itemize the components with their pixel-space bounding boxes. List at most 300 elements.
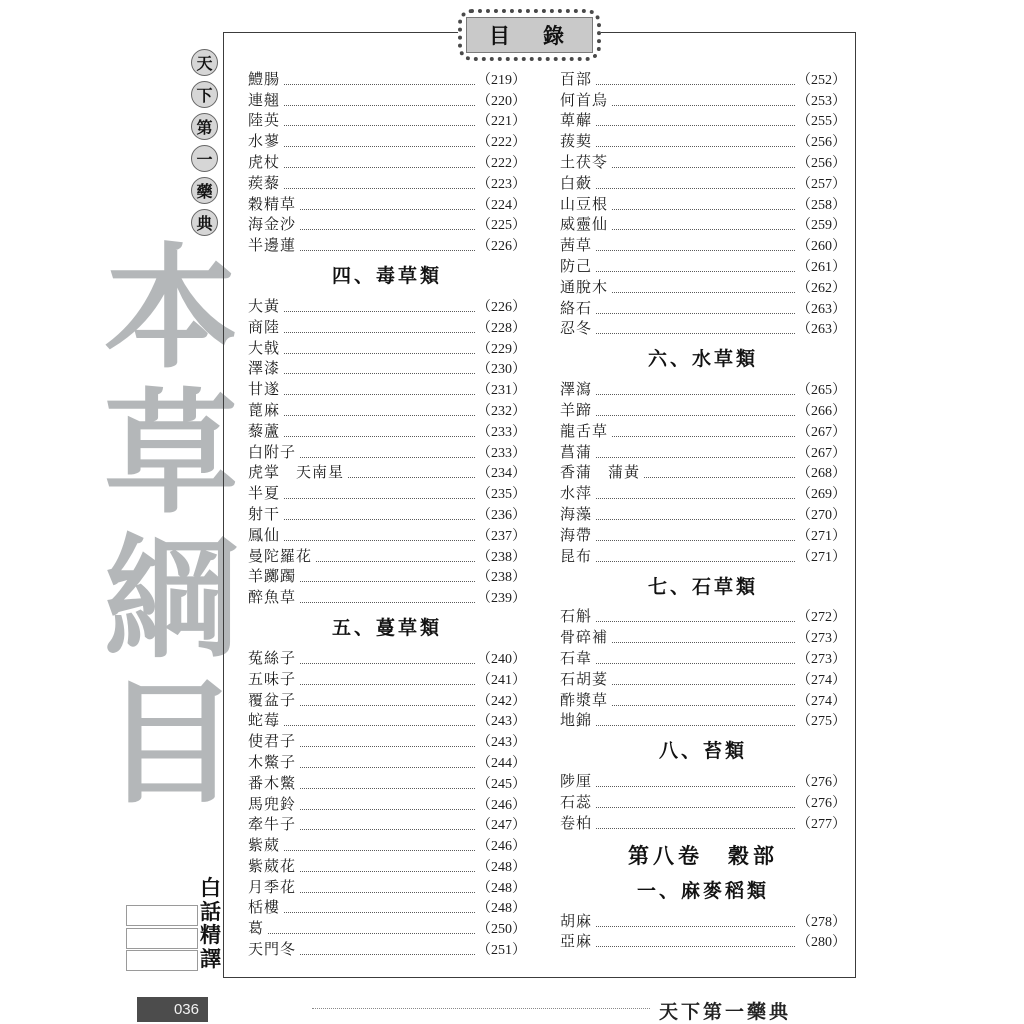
edition-title-char: 精 xyxy=(200,923,221,947)
toc-entry-name: 月季花 xyxy=(248,879,297,896)
toc-entry xyxy=(560,172,846,193)
toc-entry-name: 澤漆 xyxy=(248,361,281,378)
toc-dot-leader xyxy=(284,912,475,913)
paper-strip xyxy=(126,905,198,926)
toc-entry-page: （243） xyxy=(477,714,526,730)
toc-entry-name: 鳳仙 xyxy=(248,527,281,544)
page-number: 036 xyxy=(173,1001,199,1018)
toc-entry-page: （273） xyxy=(797,651,846,667)
toc-entry xyxy=(560,234,846,255)
toc-entry xyxy=(248,855,526,876)
toc-entry-name: 山豆根 xyxy=(560,196,609,213)
page-number-box xyxy=(137,997,208,1022)
toc-entry-name: 醉魚草 xyxy=(248,590,297,607)
toc-entry-name: 茜草 xyxy=(560,238,593,255)
toc-entry xyxy=(560,462,846,483)
toc-dot-leader xyxy=(300,581,475,582)
toc-dot-leader xyxy=(596,621,795,622)
toc-entry-page: （219） xyxy=(477,72,526,88)
toc-entry-name: 天門冬 xyxy=(248,942,297,959)
series-medallion-char: 第 xyxy=(191,113,218,140)
toc-dot-leader xyxy=(596,498,795,499)
toc-dot-leader xyxy=(284,373,475,374)
toc-entry-page: （260） xyxy=(797,239,846,255)
toc-dot-leader xyxy=(612,229,795,230)
toc-entry xyxy=(248,214,526,235)
toc-entry xyxy=(560,378,846,399)
toc-dot-leader xyxy=(596,786,795,787)
toc-entry-page: （236） xyxy=(477,507,526,523)
toc-dot-leader xyxy=(284,436,475,437)
series-medallion-char: 一 xyxy=(191,145,218,172)
book-title-char: 本 xyxy=(104,236,239,384)
toc-entry xyxy=(560,910,846,931)
toc-dot-leader xyxy=(596,807,795,808)
toc-entry-name: 地錦 xyxy=(560,713,593,730)
toc-entry xyxy=(248,68,526,89)
toc-entry-page: （223） xyxy=(477,176,526,192)
toc-entry xyxy=(248,89,526,110)
toc-entry-name: 百部 xyxy=(560,71,593,88)
toc-entry-page: （243） xyxy=(477,735,526,751)
toc-dot-leader xyxy=(612,684,795,685)
toc-entry xyxy=(560,791,846,812)
toc-entry-name: 射干 xyxy=(248,506,281,523)
toc-entry-name: 卷柏 xyxy=(560,815,593,832)
toc-entry xyxy=(248,586,526,607)
toc-entry xyxy=(248,172,526,193)
page-title: 目 錄 xyxy=(466,17,593,53)
toc-entry-page: （270） xyxy=(797,507,846,523)
toc-entry-page: （242） xyxy=(477,693,526,709)
toc-dot-leader xyxy=(300,871,475,872)
toc-entry-name: 胡麻 xyxy=(560,913,593,930)
toc-entry xyxy=(248,358,526,379)
toc-entry-name: 香蒲 蒲黃 xyxy=(560,465,641,482)
toc-dot-leader xyxy=(284,498,475,499)
toc-entry-name: 半夏 xyxy=(248,486,281,503)
toc-entry-page: （224） xyxy=(477,197,526,213)
toc-dot-leader xyxy=(596,540,795,541)
toc-entry-page: （226） xyxy=(477,299,526,315)
toc-entry xyxy=(248,876,526,897)
toc-entry-name: 番木鱉 xyxy=(248,775,297,792)
series-title-medallions xyxy=(191,49,218,236)
toc-dot-leader xyxy=(596,333,795,334)
toc-entry xyxy=(248,668,526,689)
toc-entry xyxy=(248,917,526,938)
toc-entry-page: （237） xyxy=(477,528,526,544)
toc-entry xyxy=(560,482,846,503)
toc-dot-leader xyxy=(284,105,475,106)
toc-entry-page: （280） xyxy=(797,935,846,951)
toc-entry-page: （274） xyxy=(797,693,846,709)
toc-entry-page: （256） xyxy=(797,135,846,151)
toc-entry xyxy=(560,130,846,151)
toc-entry-page: （222） xyxy=(477,135,526,151)
toc-entry xyxy=(248,710,526,731)
book-title-char: 目 xyxy=(104,671,239,819)
toc-entry-page: （269） xyxy=(797,487,846,503)
toc-entry-page: （277） xyxy=(797,816,846,832)
toc-entry-page: （261） xyxy=(797,259,846,275)
toc-entry-name: 虎杖 xyxy=(248,154,281,171)
toc-dot-leader xyxy=(596,415,795,416)
series-medallion-char: 藥 xyxy=(191,177,218,204)
toc-entry-page: （271） xyxy=(797,528,846,544)
toc-dot-leader xyxy=(300,602,475,603)
toc-dot-leader xyxy=(596,250,795,251)
toc-dot-leader xyxy=(596,84,795,85)
toc-entry xyxy=(248,814,526,835)
toc-entry-page: （263） xyxy=(797,301,846,317)
toc-entry xyxy=(248,295,526,316)
edition-title-char: 白 xyxy=(200,876,221,900)
toc-entry xyxy=(560,110,846,131)
toc-entry-name: 白蘞 xyxy=(560,175,593,192)
toc-entry xyxy=(560,545,846,566)
toc-entry xyxy=(248,545,526,566)
toc-column-right xyxy=(560,68,846,951)
toc-dot-leader xyxy=(612,705,795,706)
toc-entry xyxy=(248,751,526,772)
toc-entry xyxy=(248,566,526,587)
toc-dot-leader xyxy=(612,292,795,293)
toc-entry xyxy=(248,193,526,214)
toc-dot-leader xyxy=(300,457,475,458)
toc-entry xyxy=(560,68,846,89)
toc-entry-name: 鱧腸 xyxy=(248,71,281,88)
toc-entry-page: （248） xyxy=(477,901,526,917)
toc-dot-leader xyxy=(596,725,795,726)
toc-entry-name: 石胡荽 xyxy=(560,671,609,688)
toc-dot-leader xyxy=(596,271,795,272)
toc-entry-name: 海金沙 xyxy=(248,217,297,234)
toc-entry-page: （229） xyxy=(477,341,526,357)
toc-entry-page: （246） xyxy=(477,839,526,855)
toc-entry xyxy=(248,420,526,441)
toc-dot-leader xyxy=(284,311,475,312)
toc-entry-page: （240） xyxy=(477,651,526,667)
toc-entry-name: 大黃 xyxy=(248,298,281,315)
toc-dot-leader xyxy=(612,167,795,168)
toc-entry-name: 防己 xyxy=(560,258,593,275)
toc-entry xyxy=(560,606,846,627)
toc-dot-leader xyxy=(596,946,795,947)
toc-entry xyxy=(248,793,526,814)
toc-entry-name: 龍舌草 xyxy=(560,423,609,440)
toc-dot-leader xyxy=(284,353,475,354)
toc-entry xyxy=(560,193,846,214)
toc-entry-page: （266） xyxy=(797,403,846,419)
toc-entry-name: 使君子 xyxy=(248,734,297,751)
toc-entry-name: 土茯苓 xyxy=(560,154,609,171)
toc-entry-page: （273） xyxy=(797,631,846,647)
toc-entry-page: （276） xyxy=(797,795,846,811)
toc-entry xyxy=(248,462,526,483)
toc-entry xyxy=(560,710,846,731)
toc-entry-name: 木鱉子 xyxy=(248,754,297,771)
toc-entry xyxy=(248,130,526,151)
book-title-char: 綱 xyxy=(104,526,239,674)
edition-title-vertical xyxy=(197,877,224,971)
toc-entry xyxy=(248,110,526,131)
toc-entry-name: 酢漿草 xyxy=(560,692,609,709)
toc-dot-leader xyxy=(284,394,475,395)
toc-entry-name: 紫葳 xyxy=(248,838,281,855)
toc-dot-leader xyxy=(300,892,475,893)
toc-dot-leader xyxy=(596,663,795,664)
toc-dot-leader xyxy=(612,642,795,643)
paper-strip xyxy=(126,950,198,971)
toc-entry xyxy=(248,337,526,358)
toc-entry-page: （241） xyxy=(477,672,526,688)
toc-dot-leader xyxy=(300,746,475,747)
toc-dot-leader xyxy=(284,519,475,520)
toc-entry xyxy=(560,812,846,833)
toc-entry xyxy=(248,772,526,793)
toc-entry-name: 絡石 xyxy=(560,300,593,317)
toc-entry-page: （255） xyxy=(797,114,846,130)
section-heading: 一、麻麥稻類 xyxy=(636,880,769,902)
toc-dot-leader xyxy=(596,125,795,126)
toc-entry xyxy=(248,378,526,399)
toc-dot-leader xyxy=(284,167,475,168)
toc-entry-page: （267） xyxy=(797,424,846,440)
toc-entry xyxy=(560,214,846,235)
toc-entry xyxy=(560,420,846,441)
toc-dot-leader xyxy=(596,457,795,458)
footer-book-series: 天下第一藥典 xyxy=(659,1002,792,1023)
section-heading: 四、毒草類 xyxy=(331,266,442,288)
toc-entry-page: （245） xyxy=(477,776,526,792)
toc-dot-leader xyxy=(316,561,475,562)
toc-entry-page: （230） xyxy=(477,362,526,378)
toc-entry-name: 蒺藜 xyxy=(248,175,281,192)
toc-entry xyxy=(560,399,846,420)
toc-entry xyxy=(560,503,846,524)
toc-entry-name: 大戟 xyxy=(248,340,281,357)
toc-entry-name: 水萍 xyxy=(560,486,593,503)
toc-entry xyxy=(560,524,846,545)
toc-entry xyxy=(560,931,846,952)
toc-entry-name: 萆薢 xyxy=(560,113,593,130)
toc-entry xyxy=(560,276,846,297)
toc-entry xyxy=(248,441,526,462)
toc-entry xyxy=(560,626,846,647)
section-heading: 六、水草類 xyxy=(647,349,758,371)
series-medallion-char: 天 xyxy=(191,49,218,76)
toc-entry-name: 海帶 xyxy=(560,527,593,544)
series-medallion-char: 典 xyxy=(191,209,218,236)
toc-entry-name: 五味子 xyxy=(248,671,297,688)
toc-entry xyxy=(560,668,846,689)
toc-dot-leader xyxy=(284,125,475,126)
toc-dot-leader xyxy=(300,663,475,664)
toc-entry xyxy=(248,689,526,710)
toc-dot-leader xyxy=(284,850,475,851)
toc-entry-name: 馬兜鈴 xyxy=(248,796,297,813)
toc-dot-leader xyxy=(596,394,795,395)
edition-title-char: 譯 xyxy=(200,946,221,971)
toc-entry-name: 蛇莓 xyxy=(248,713,281,730)
toc-column-left xyxy=(248,68,526,959)
toc-entry-page: （232） xyxy=(477,403,526,419)
toc-entry xyxy=(248,834,526,855)
toc-entry-name: 海藻 xyxy=(560,506,593,523)
toc-entry-page: （233） xyxy=(477,424,526,440)
toc-entry-name: 石韋 xyxy=(560,650,593,667)
toc-entry-page: （248） xyxy=(477,859,526,875)
footer-dotted-leader xyxy=(312,1008,650,1009)
toc-entry-page: （231） xyxy=(477,383,526,399)
toc-entry-name: 甘遂 xyxy=(248,382,281,399)
toc-dot-leader xyxy=(284,146,475,147)
toc-dot-leader xyxy=(300,954,475,955)
toc-entry-page: （268） xyxy=(797,466,846,482)
toc-dot-leader xyxy=(300,684,475,685)
toc-entry xyxy=(560,151,846,172)
toc-dot-leader xyxy=(284,540,475,541)
toc-entry xyxy=(560,770,846,791)
toc-entry xyxy=(248,482,526,503)
toc-entry-name: 半邊蓮 xyxy=(248,238,297,255)
toc-header-badge xyxy=(458,9,601,61)
toc-entry-page: （250） xyxy=(477,922,526,938)
toc-entry-name: 水蓼 xyxy=(248,134,281,151)
toc-entry xyxy=(248,730,526,751)
toc-dot-leader xyxy=(268,933,475,934)
toc-entry-page: （220） xyxy=(477,93,526,109)
toc-entry-name: 澤瀉 xyxy=(560,382,593,399)
toc-entry-name: 商陸 xyxy=(248,319,281,336)
toc-entry-name: 栝樓 xyxy=(248,900,281,917)
volume-heading: 第八卷 穀部 xyxy=(628,843,778,868)
toc-entry xyxy=(560,297,846,318)
toc-entry-name: 羊躑躅 xyxy=(248,569,297,586)
toc-entry-name: 亞麻 xyxy=(560,934,593,951)
toc-entry xyxy=(248,399,526,420)
toc-entry-name: 連翹 xyxy=(248,92,281,109)
toc-entry-page: （272） xyxy=(797,610,846,626)
toc-entry-name: 菟絲子 xyxy=(248,650,297,667)
toc-dot-leader xyxy=(284,84,475,85)
toc-dot-leader xyxy=(284,188,475,189)
toc-dot-leader xyxy=(596,146,795,147)
toc-entry-page: （235） xyxy=(477,487,526,503)
toc-entry-name: 紫葳花 xyxy=(248,858,297,875)
toc-dot-leader xyxy=(300,229,475,230)
toc-entry-page: （271） xyxy=(797,549,846,565)
toc-entry-name: 石蕊 xyxy=(560,794,593,811)
toc-entry xyxy=(560,255,846,276)
toc-entry xyxy=(560,441,846,462)
toc-dot-leader xyxy=(644,477,795,478)
toc-entry xyxy=(560,89,846,110)
toc-entry-page: （267） xyxy=(797,445,846,461)
edition-title-char: 話 xyxy=(200,899,221,924)
toc-entry-page: （278） xyxy=(797,914,846,930)
toc-entry-page: （233） xyxy=(477,445,526,461)
toc-entry-name: 白附子 xyxy=(248,444,297,461)
toc-entry-page: （252） xyxy=(797,72,846,88)
toc-dot-leader xyxy=(300,809,475,810)
toc-dot-leader xyxy=(596,561,795,562)
toc-entry-page: （256） xyxy=(797,155,846,171)
toc-entry-name: 菝葜 xyxy=(560,134,593,151)
toc-entry xyxy=(248,316,526,337)
toc-entry-page: （239） xyxy=(477,591,526,607)
toc-dot-leader xyxy=(596,828,795,829)
toc-entry-page: （234） xyxy=(477,466,526,482)
toc-entry-page: （258） xyxy=(797,197,846,213)
toc-dot-leader xyxy=(300,829,475,830)
toc-dot-leader xyxy=(596,313,795,314)
toc-entry xyxy=(248,524,526,545)
toc-entry-page: （225） xyxy=(477,218,526,234)
toc-entry-name: 曼陀羅花 xyxy=(248,548,313,565)
toc-entry-page: （263） xyxy=(797,322,846,338)
toc-entry xyxy=(248,503,526,524)
toc-entry-name: 骨碎補 xyxy=(560,630,609,647)
toc-dot-leader xyxy=(300,767,475,768)
toc-entry-name: 昆布 xyxy=(560,548,593,565)
toc-entry-page: （257） xyxy=(797,176,846,192)
toc-entry-page: （276） xyxy=(797,775,846,791)
section-heading: 八、苔類 xyxy=(658,741,747,763)
toc-entry-page: （221） xyxy=(477,114,526,130)
toc-dot-leader xyxy=(596,926,795,927)
toc-entry-name: 石斛 xyxy=(560,609,593,626)
toc-entry-page: （275） xyxy=(797,714,846,730)
toc-dot-leader xyxy=(300,705,475,706)
toc-entry-page: （262） xyxy=(797,280,846,296)
toc-dot-leader xyxy=(612,105,795,106)
toc-entry-name: 牽牛子 xyxy=(248,817,297,834)
section-heading: 五、蔓草類 xyxy=(331,618,442,640)
toc-entry-page: （253） xyxy=(797,93,846,109)
toc-entry xyxy=(248,647,526,668)
toc-entry xyxy=(560,647,846,668)
toc-entry xyxy=(248,897,526,918)
paper-strip xyxy=(126,928,198,949)
section-heading: 七、石草類 xyxy=(647,576,758,598)
toc-entry xyxy=(248,234,526,255)
series-medallion-char: 下 xyxy=(191,81,218,108)
toc-entry xyxy=(560,318,846,339)
toc-dot-leader xyxy=(284,332,475,333)
toc-dot-leader xyxy=(300,209,475,210)
toc-entry-name: 羊蹄 xyxy=(560,402,593,419)
toc-entry-page: （228） xyxy=(477,320,526,336)
toc-entry-name: 藜蘆 xyxy=(248,423,281,440)
toc-entry xyxy=(248,151,526,172)
toc-entry-name: 覆盆子 xyxy=(248,692,297,709)
toc-entry-name: 葛 xyxy=(248,921,265,938)
toc-entry-name: 忍冬 xyxy=(560,321,593,338)
book-title-vertical xyxy=(104,236,239,819)
toc-entry-name: 蓖麻 xyxy=(248,402,281,419)
toc-entry-name: 陸英 xyxy=(248,113,281,130)
toc-entry-name: 穀精草 xyxy=(248,196,297,213)
toc-entry xyxy=(248,938,526,959)
toc-entry-page: （248） xyxy=(477,880,526,896)
toc-dot-leader xyxy=(596,519,795,520)
toc-entry-name: 虎掌 天南星 xyxy=(248,465,345,482)
toc-entry-page: （274） xyxy=(797,672,846,688)
toc-entry-name: 威靈仙 xyxy=(560,217,609,234)
toc-entry-name: 何首烏 xyxy=(560,92,609,109)
